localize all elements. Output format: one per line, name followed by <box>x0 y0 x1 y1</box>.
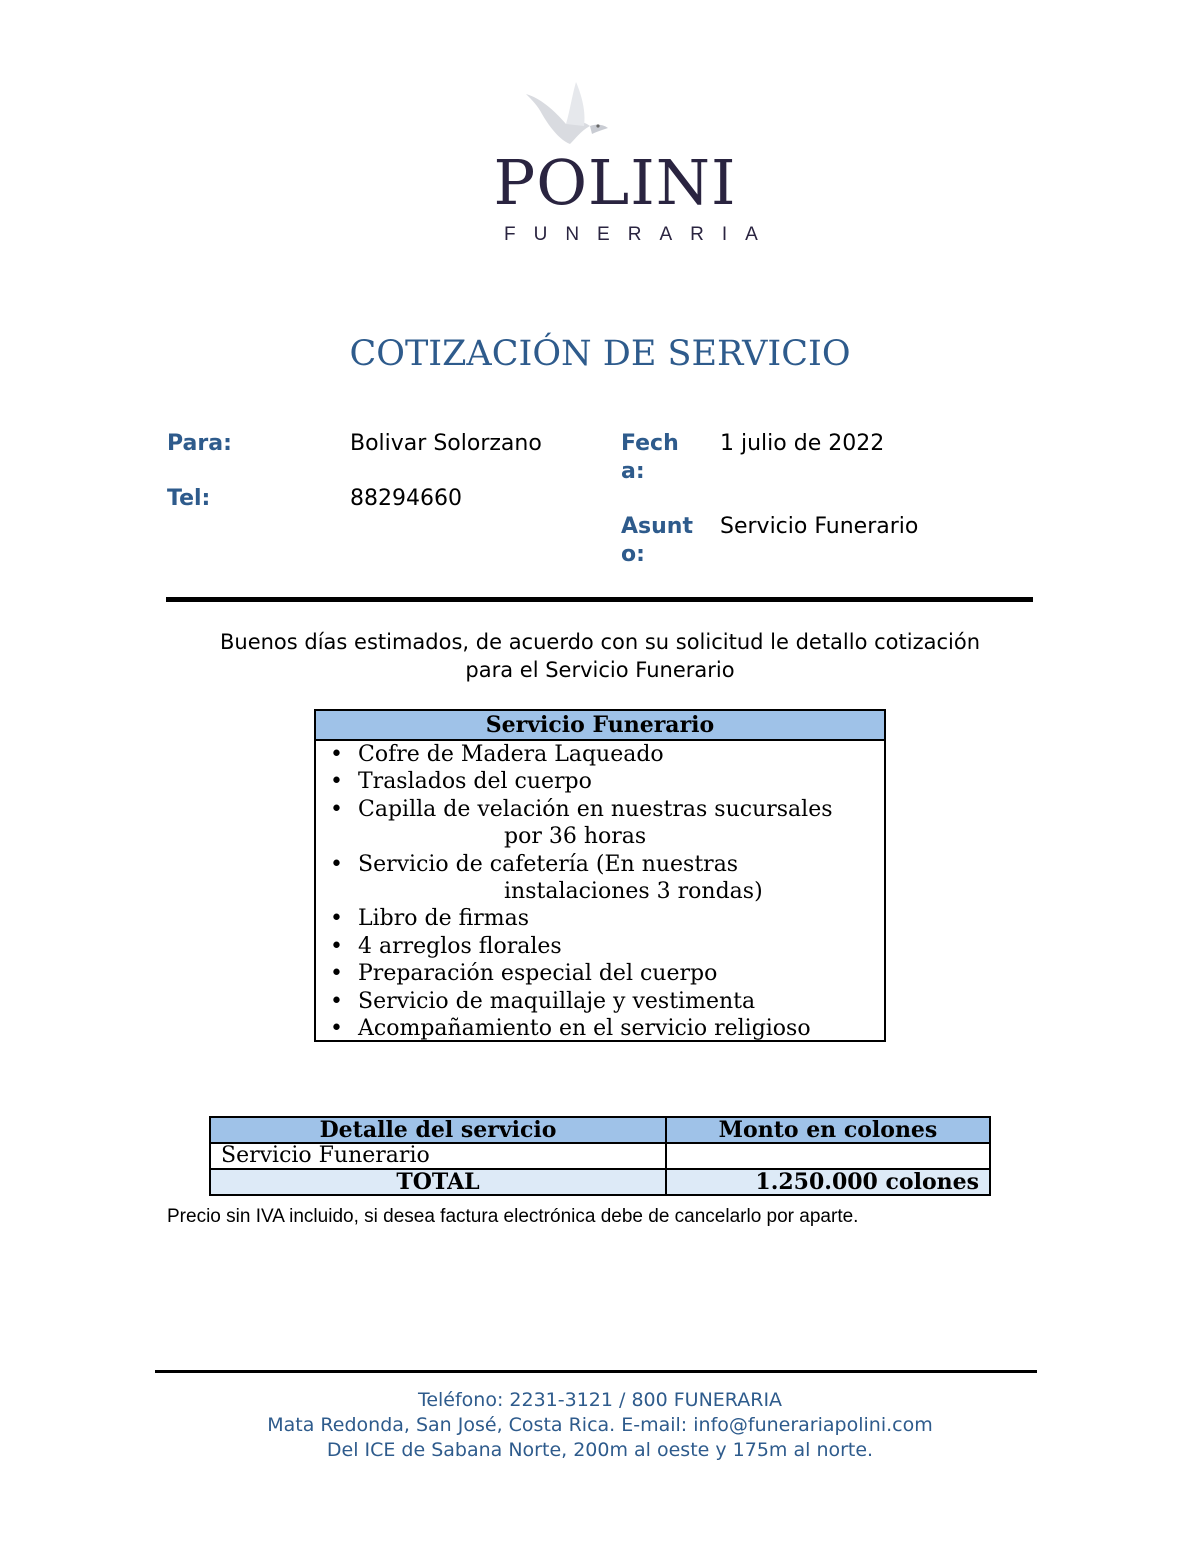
list-item: • 4 arreglos florales <box>358 933 884 960</box>
service-list <box>316 741 884 1042</box>
footer-directions: Del ICE de Sabana Norte, 200m al oeste y 175m al norte. <box>326 1439 874 1461</box>
list-item: • Traslados del cuerpo <box>358 768 884 795</box>
table-row <box>210 1143 990 1169</box>
total-row <box>210 1169 990 1195</box>
logo-wordmark: POLINI <box>493 146 737 219</box>
price-note: Precio sin IVA incluido, si desea factura electrónica debe de cancelarlo por aparte. <box>167 1206 859 1227</box>
detail-table <box>209 1116 991 1196</box>
intro-text <box>165 628 1035 684</box>
asunto-label <box>621 513 693 569</box>
intro-line-2: para el Servicio Funerario <box>465 658 735 682</box>
total-label: TOTAL <box>210 1169 666 1195</box>
fecha-label <box>621 430 679 486</box>
para-label: Para: <box>167 431 232 456</box>
para-value: Bolivar Solorzano <box>350 431 542 456</box>
header-divider <box>166 597 1033 602</box>
list-item-text: Servicio de cafetería (En nuestras <box>358 851 739 877</box>
fecha-label-line1: Fech <box>621 431 679 456</box>
list-item: • Servicio de maquillaje y vestimenta <box>358 988 884 1015</box>
col-header-amount: Monto en colones <box>666 1117 990 1143</box>
service-box <box>314 709 886 1042</box>
page-title: COTIZACIÓN DE SERVICIO <box>349 334 851 374</box>
list-item-text: Capilla de velación en nuestras sucursales <box>358 796 833 822</box>
list-item: • Cofre de Madera Laqueado <box>358 741 884 768</box>
total-value: 1.250.000 colones <box>666 1169 990 1195</box>
list-item: • Libro de firmas <box>358 905 884 932</box>
intro-line-1: Buenos días estimados, de acuerdo con su solicitud le detallo cotización <box>219 630 981 654</box>
cell-amount <box>666 1143 990 1169</box>
asunto-value: Servicio Funerario <box>720 514 919 539</box>
fecha-label-line2: a: <box>621 459 645 484</box>
footer-address: Mata Redonda, San José, Costa Rica. E-mail: info@funerariapolini.com <box>267 1414 933 1436</box>
footer-contact <box>0 1388 1200 1463</box>
footer-phone: Teléfono: 2231-3121 / 800 FUNERARIA <box>417 1389 783 1411</box>
list-item: • Preparación especial del cuerpo <box>358 960 884 987</box>
tel-value: 88294660 <box>350 486 462 511</box>
list-item-continuation: instalaciones 3 rondas) <box>504 879 763 905</box>
cell-service: Servicio Funerario <box>210 1143 666 1169</box>
asunto-label-line2: o: <box>621 542 645 567</box>
company-logo <box>480 80 776 250</box>
logo-subtitle: FUNERARIA <box>504 224 776 245</box>
tel-label: Tel: <box>167 486 211 511</box>
list-item: • Acompañamiento en el servicio religioso <box>358 1015 884 1042</box>
list-item <box>358 851 884 906</box>
service-heading: Servicio Funerario <box>316 711 884 741</box>
footer-divider <box>155 1370 1037 1373</box>
asunto-label-line1: Asunt <box>621 514 693 539</box>
fecha-value: 1 julio de 2022 <box>720 431 885 456</box>
col-header-detail: Detalle del servicio <box>210 1117 666 1143</box>
table-header-row <box>210 1117 990 1143</box>
list-item <box>358 796 884 851</box>
list-item-continuation: por 36 horas <box>504 824 647 850</box>
